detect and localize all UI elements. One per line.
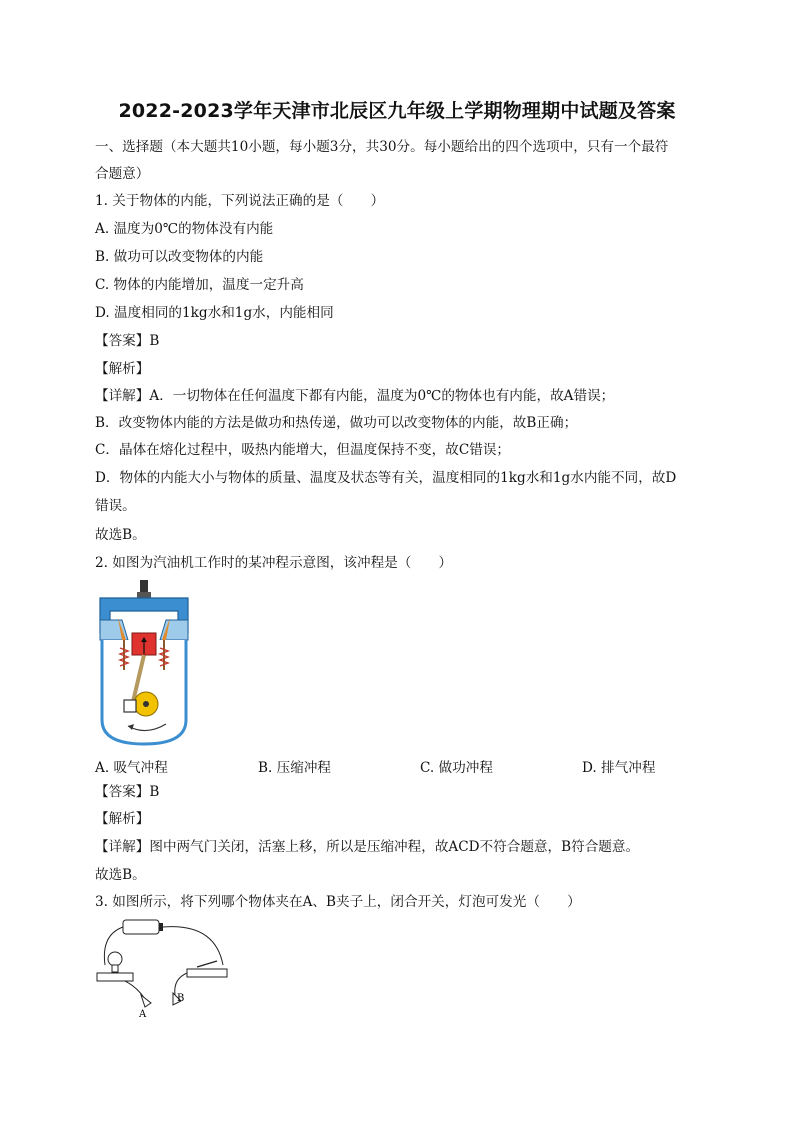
clip-a-label: A [139,1009,147,1020]
answer-tag: 【答案】 [95,784,150,800]
section-heading-cont: 合题意） [95,166,150,182]
q1-detail-d: D．物体的内能大小与物体的质量、温度及状态等有关，温度相同的1kg水和1g水内能不同，故D [95,470,677,486]
clip-a-icon [141,995,151,1007]
q2-option-a: A. 吸气冲程 [95,760,168,776]
q2-stem: 2. 如图为汽油机工作时的某冲程示意图，该冲程是（ ） [95,555,453,571]
q2-analysis-tag: 【解析】 [95,811,150,827]
q1-option-b: B. 做功可以改变物体的内能 [95,249,264,265]
switch-icon [187,969,227,977]
detail-text: A．一切物体在任何温度下都有内能，温度为0℃的物体也有内能，故A错误； [149,388,615,404]
detail-tag: 【详解】 [95,839,150,855]
spark-plug-icon [140,580,148,594]
q2-option-b: B. 压缩冲程 [258,760,332,776]
detail-text: 图中两气门关闭，活塞上移，所以是压缩冲程，故ACD不符合题意，B符合题意。 [149,839,640,855]
answer-tag: 【答案】 [95,333,150,349]
q1-stem: 1. 关于物体的内能，下列说法正确的是（ ） [95,193,385,209]
q1-answer [95,332,159,350]
q1-detail-c: C．晶体在熔化过程中，吸热内能增大，但温度保持不变，故C错误； [95,442,511,458]
battery-icon [123,920,159,934]
engine-stroke-diagram [96,578,196,748]
answer-value: B [149,333,160,349]
q1-option-d: D. 温度相同的1kg水和1g水，内能相同 [95,305,334,321]
q3-stem: 3. 如图所示，将下列哪个物体夹在A、B夹子上，闭合开关，灯泡可发光（ ） [95,894,581,910]
lamp-icon [108,952,122,966]
circuit-diagram [95,915,245,1020]
page-title: 2022-2023学年天津市北辰区九年级上学期物理期中试题及答案 [118,100,676,122]
q1-option-c: C. 物体的内能增加，温度一定升高 [95,277,304,293]
q2-option-c: C. 做功冲程 [420,760,493,776]
clip-b-label: B [177,993,185,1004]
answer-value: B [149,784,160,800]
section-heading: 一、选择题（本大题共10小题，每小题3分，共30分。每小题给出的四个选项中，只有一个最符 [95,139,669,155]
q2-answer [95,783,159,801]
q1-conclusion: 故选B。 [95,527,146,543]
q1-detail-a [95,387,614,405]
q1-detail-d-cont: 错误。 [95,498,136,514]
q1-analysis-tag: 【解析】 [95,361,150,377]
q1-option-a: A. 温度为0℃的物体没有内能 [95,221,274,237]
q1-detail-b: B．改变物体内能的方法是做功和热传递，做功可以改变物体的内能，故B正确； [95,415,578,431]
q2-option-d: D. 排气冲程 [582,760,656,776]
detail-tag: 【详解】 [95,388,150,404]
q2-detail [95,838,639,856]
q2-conclusion: 故选B。 [95,867,146,883]
